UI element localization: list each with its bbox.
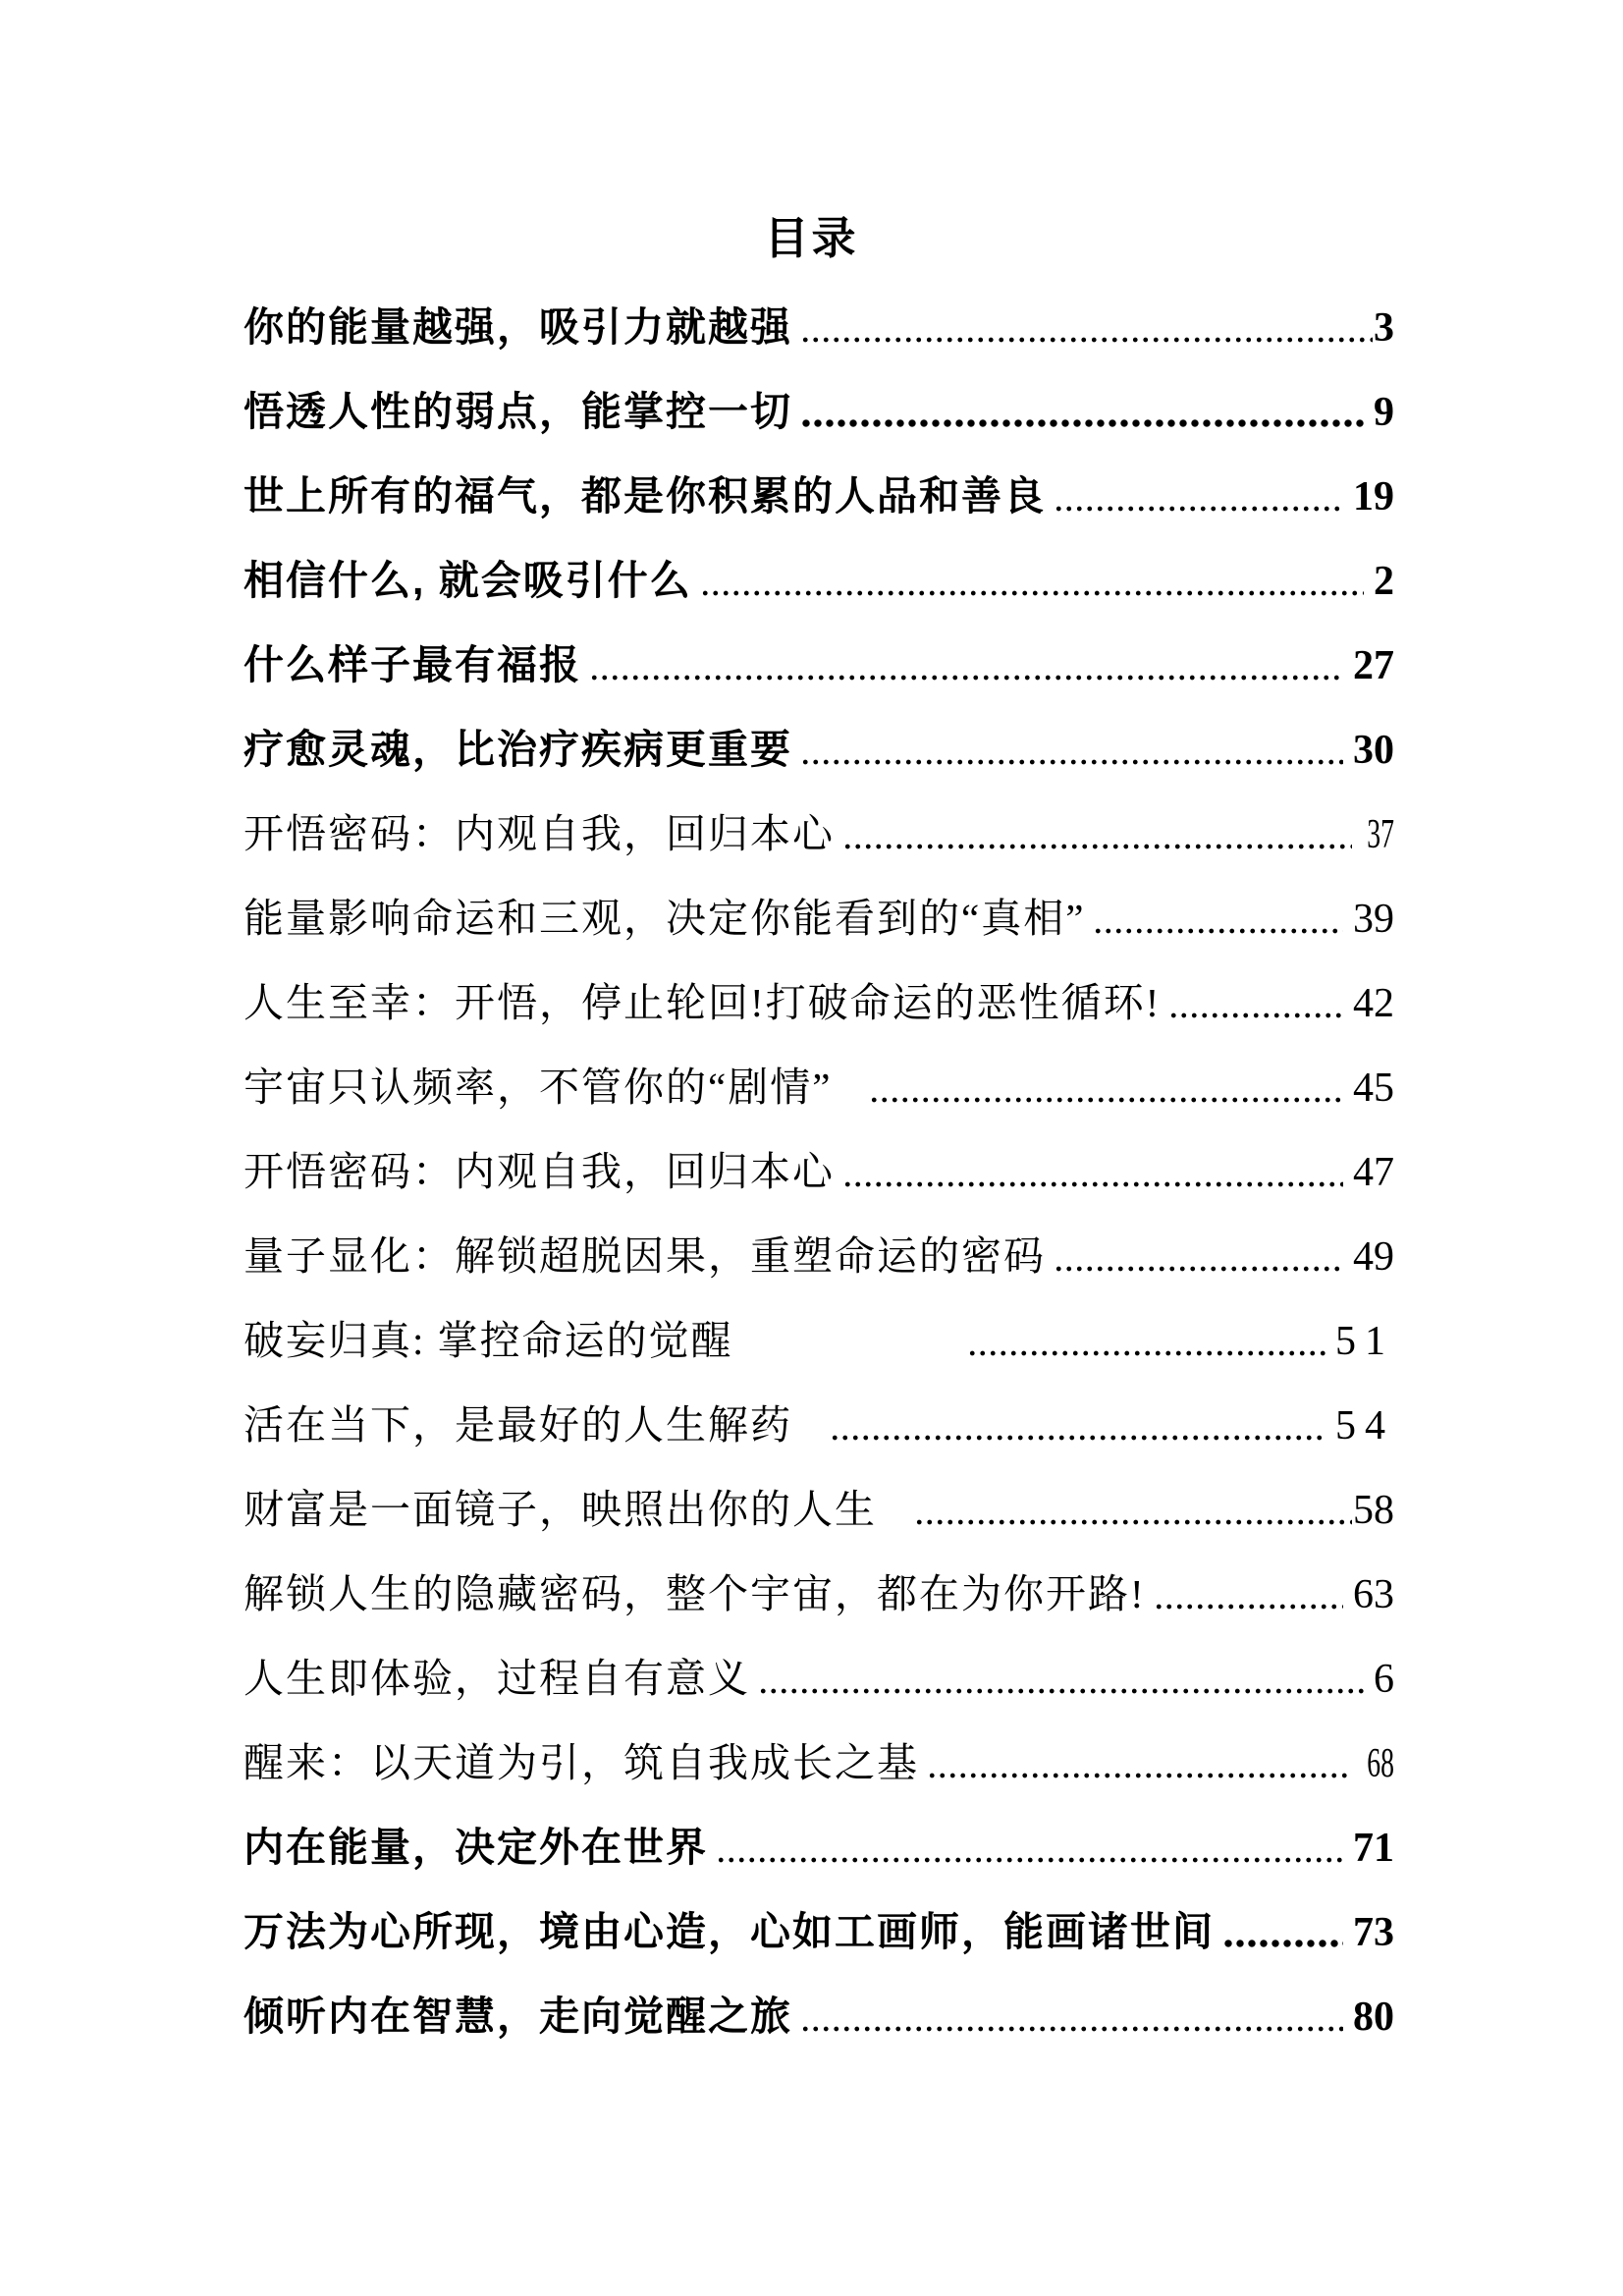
dot-leader bbox=[800, 757, 1343, 767]
toc-entry[interactable] bbox=[243, 368, 1394, 453]
toc-entry-title: 宇宙只认频率，不管你的“剧情” bbox=[243, 1064, 833, 1110]
toc-entry[interactable] bbox=[243, 959, 1394, 1044]
dot-leader bbox=[716, 1855, 1343, 1865]
toc-entry-page-number: 37 bbox=[1367, 812, 1394, 857]
dot-leader bbox=[800, 417, 1364, 429]
toc-entry[interactable] bbox=[243, 1382, 1394, 1466]
toc-entry-page-number: 19 bbox=[1353, 474, 1394, 519]
dot-leader bbox=[1054, 504, 1343, 514]
toc-entry-page-number: 3 bbox=[1374, 305, 1394, 351]
toc-entry[interactable] bbox=[243, 1128, 1394, 1213]
toc-entry-page-number: 47 bbox=[1353, 1150, 1394, 1195]
toc-entry-title: 相信什么, 就会吸引什么 bbox=[243, 557, 692, 603]
toc-entry[interactable] bbox=[243, 1720, 1394, 1804]
toc-entry-title: 活在当下，是最好的人生解药 bbox=[243, 1401, 792, 1448]
toc-entry[interactable] bbox=[243, 622, 1394, 706]
toc-entry-title: 开悟密码：内观自我，回归本心 bbox=[243, 1148, 835, 1194]
dot-leader bbox=[869, 1095, 1343, 1105]
toc-entry-page-number: 51 bbox=[1335, 1319, 1394, 1364]
toc-entry[interactable] bbox=[243, 1804, 1394, 1888]
dot-leader bbox=[589, 673, 1343, 683]
page-title: 目录 bbox=[764, 213, 859, 263]
dot-leader bbox=[1154, 1602, 1343, 1612]
toc-entry-page-number: 6 bbox=[1374, 1657, 1394, 1702]
toc-entry-page-number: 9 bbox=[1374, 390, 1394, 435]
toc-entry[interactable] bbox=[243, 1213, 1394, 1297]
dot-leader bbox=[967, 1348, 1325, 1358]
toc-entry-title: 人生即体验，过程自有意义 bbox=[243, 1655, 750, 1701]
toc-entry-title: 解锁人生的隐藏密码，整个宇宙，都在为你开路! bbox=[243, 1570, 1146, 1616]
toc-entry-title: 什么样子最有福报 bbox=[243, 641, 581, 687]
toc-entry-title: 你的能量越强，吸引力就越强 bbox=[243, 303, 792, 350]
toc-entry-page-number: 63 bbox=[1353, 1572, 1394, 1617]
toc-entry-title: 财富是一面镜子，映照出你的人生 bbox=[243, 1486, 877, 1532]
toc-entry[interactable] bbox=[243, 537, 1394, 622]
toc-entry-title: 万法为心所现，境由心造，心如工画师，能画诸世间 bbox=[243, 1908, 1215, 1954]
toc-entry-title: 能量影响命运和三观，决定你能看到的“真相” bbox=[243, 895, 1086, 941]
dot-leader bbox=[800, 2024, 1343, 2034]
dot-leader bbox=[842, 842, 1352, 851]
dot-leader bbox=[1054, 1264, 1343, 1274]
toc-entry-title: 世上所有的福气，都是你积累的人品和善良 bbox=[243, 472, 1046, 519]
toc-entry[interactable] bbox=[243, 1973, 1394, 2057]
toc-entry[interactable] bbox=[243, 791, 1394, 875]
toc-entry[interactable] bbox=[243, 453, 1394, 537]
toc-entry-page-number: 58 bbox=[1353, 1488, 1394, 1533]
toc-entry-title: 人生至幸：开悟，停止轮回!打破命运的恶性循环! bbox=[243, 979, 1162, 1025]
toc-entry-page-number: 71 bbox=[1353, 1826, 1394, 1871]
toc-entry-page-number: 49 bbox=[1353, 1234, 1394, 1280]
toc-entry-page-number: 45 bbox=[1353, 1066, 1394, 1111]
dot-leader bbox=[758, 1686, 1364, 1696]
toc-entry-title: 倾听内在智慧，走向觉醒之旅 bbox=[243, 1993, 792, 2039]
dot-leader bbox=[927, 1771, 1352, 1780]
toc-entry-page-number: 39 bbox=[1353, 897, 1394, 942]
toc-entry-title: 悟透人性的弱点，能掌控一切 bbox=[243, 388, 792, 434]
toc-entry-title: 破妄归真: 掌控命运的觉醒 bbox=[243, 1317, 733, 1363]
dot-leader bbox=[800, 335, 1373, 345]
dot-leader bbox=[1093, 926, 1343, 936]
toc-entry-page-number: 42 bbox=[1353, 981, 1394, 1026]
toc-entry-page-number: 2 bbox=[1374, 559, 1394, 604]
dot-leader bbox=[830, 1433, 1325, 1443]
dot-leader bbox=[1222, 1938, 1343, 1949]
toc-entry-title: 内在能量，决定外在世界 bbox=[243, 1824, 708, 1870]
toc-entry-title: 开悟密码：内观自我，回归本心 bbox=[243, 810, 835, 856]
toc-list bbox=[243, 284, 1394, 2057]
toc-entry[interactable] bbox=[243, 1635, 1394, 1720]
dot-leader bbox=[842, 1179, 1343, 1189]
toc-entry-page-number: 68 bbox=[1367, 1741, 1394, 1786]
toc-entry-title: 疗愈灵魂，比治疗疾病更重要 bbox=[243, 726, 792, 772]
dot-leader bbox=[700, 588, 1364, 598]
toc-entry[interactable] bbox=[243, 706, 1394, 791]
toc-entry[interactable] bbox=[243, 1297, 1394, 1382]
toc-entry[interactable] bbox=[243, 284, 1394, 368]
toc-entry-page-number: 73 bbox=[1353, 1910, 1394, 1955]
dot-leader bbox=[914, 1517, 1352, 1527]
toc-entry[interactable] bbox=[243, 1551, 1394, 1635]
toc-entry[interactable] bbox=[243, 875, 1394, 959]
toc-entry-page-number: 27 bbox=[1353, 643, 1394, 688]
toc-entry-page-number: 54 bbox=[1335, 1403, 1394, 1449]
toc-entry-title: 醒来：以天道为引，筑自我成长之基 bbox=[243, 1739, 919, 1785]
toc-entry[interactable] bbox=[243, 1466, 1394, 1551]
toc-entry-title: 量子显化：解锁超脱因果，重塑命运的密码 bbox=[243, 1232, 1046, 1279]
toc-entry[interactable] bbox=[243, 1044, 1394, 1128]
toc-entry[interactable] bbox=[243, 1888, 1394, 1973]
dot-leader bbox=[1168, 1011, 1343, 1020]
toc-entry-page-number: 80 bbox=[1353, 1995, 1394, 2040]
toc-entry-page-number: 30 bbox=[1353, 728, 1394, 773]
